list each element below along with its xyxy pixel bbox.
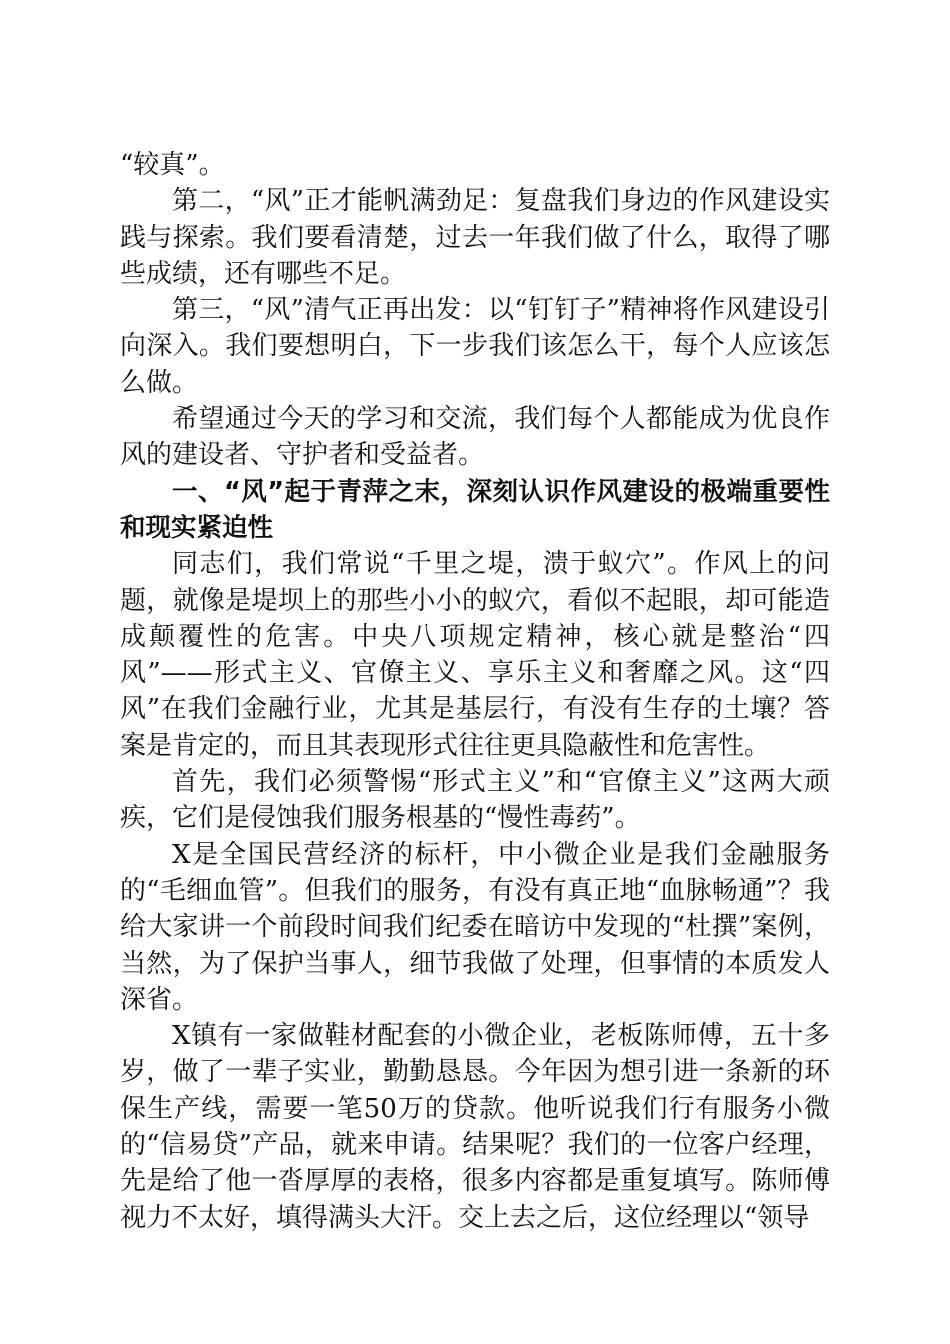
paragraph-hope: 希望通过今天的学习和交流，我们每个人都能成为优良作风的建设者、守护者和受益者。 bbox=[120, 404, 830, 471]
paragraph-third-point: 第三，“风”清气正再出发：以“钉钉子”精神将作风建设引向深入。我们要想明白，下一步我们该怎么干，每个人应该怎么做。 bbox=[120, 295, 830, 398]
paragraph-private-economy: X是全国民营经济的标杆，中小微企业是我们金融服务的“毛细血管”。但我们的服务，有没有真正地“血脉畅通”？我给大家讲一个前段时间我们纪委在暗访中发现的“杜撰”案例，当然，为了保护当事人，细节我做了处理，但事情的本质发人深省。 bbox=[120, 839, 830, 1015]
paragraph-second-point: 第二，“风”正才能帆满劲足：复盘我们身边的作风建设实践与探索。我们要看清楚，过去一年我们做了什么，取得了哪些成绩，还有哪些不足。 bbox=[120, 186, 830, 289]
section-heading-one: 一、“风”起于青萍之末，深刻认识作风建设的极端重要性和现实紧迫性 bbox=[120, 476, 830, 543]
document-page bbox=[120, 147, 830, 1236]
paragraph-formalism: 首先，我们必须警惕“形式主义”和“官僚主义”这两大顽疾，它们是侵蚀我们服务根基的“慢性毒药”。 bbox=[120, 767, 830, 834]
paragraph-continuation: “较真”。 bbox=[120, 150, 225, 180]
paragraph-four-winds: 同志们，我们常说“千里之堤，溃于蚁穴”。作风上的问题，就像是堤坝上的那些小小的蚁穴，看似不起眼，却可能造成颠覆性的危害。中央八项规定精神，核心就是整治“四风”——形式主义、官僚主义、享乐主义和奢靡之风。这“四风”在我们金融行业，尤其是基层行，有没有生存的土壤？答案是肯定的，而且其表现形式往往更具隐蔽性和危害性。 bbox=[120, 549, 830, 761]
paragraph-case-story: X镇有一家做鞋材配套的小微企业，老板陈师傅，五十多岁，做了一辈子实业，勤勤恳恳。今年因为想引进一条新的环保生产线，需要一笔50万的贷款。他听说我们行有服务小微的“信易贷”产品，就来申请。结果呢？我们的一位客户经理，先是给了他一沓厚厚的表格，很多内容都是重复填写。陈师傅视力不太好，填得满头大汗。交上去之后，这位经理以“领导 bbox=[120, 1021, 830, 1233]
